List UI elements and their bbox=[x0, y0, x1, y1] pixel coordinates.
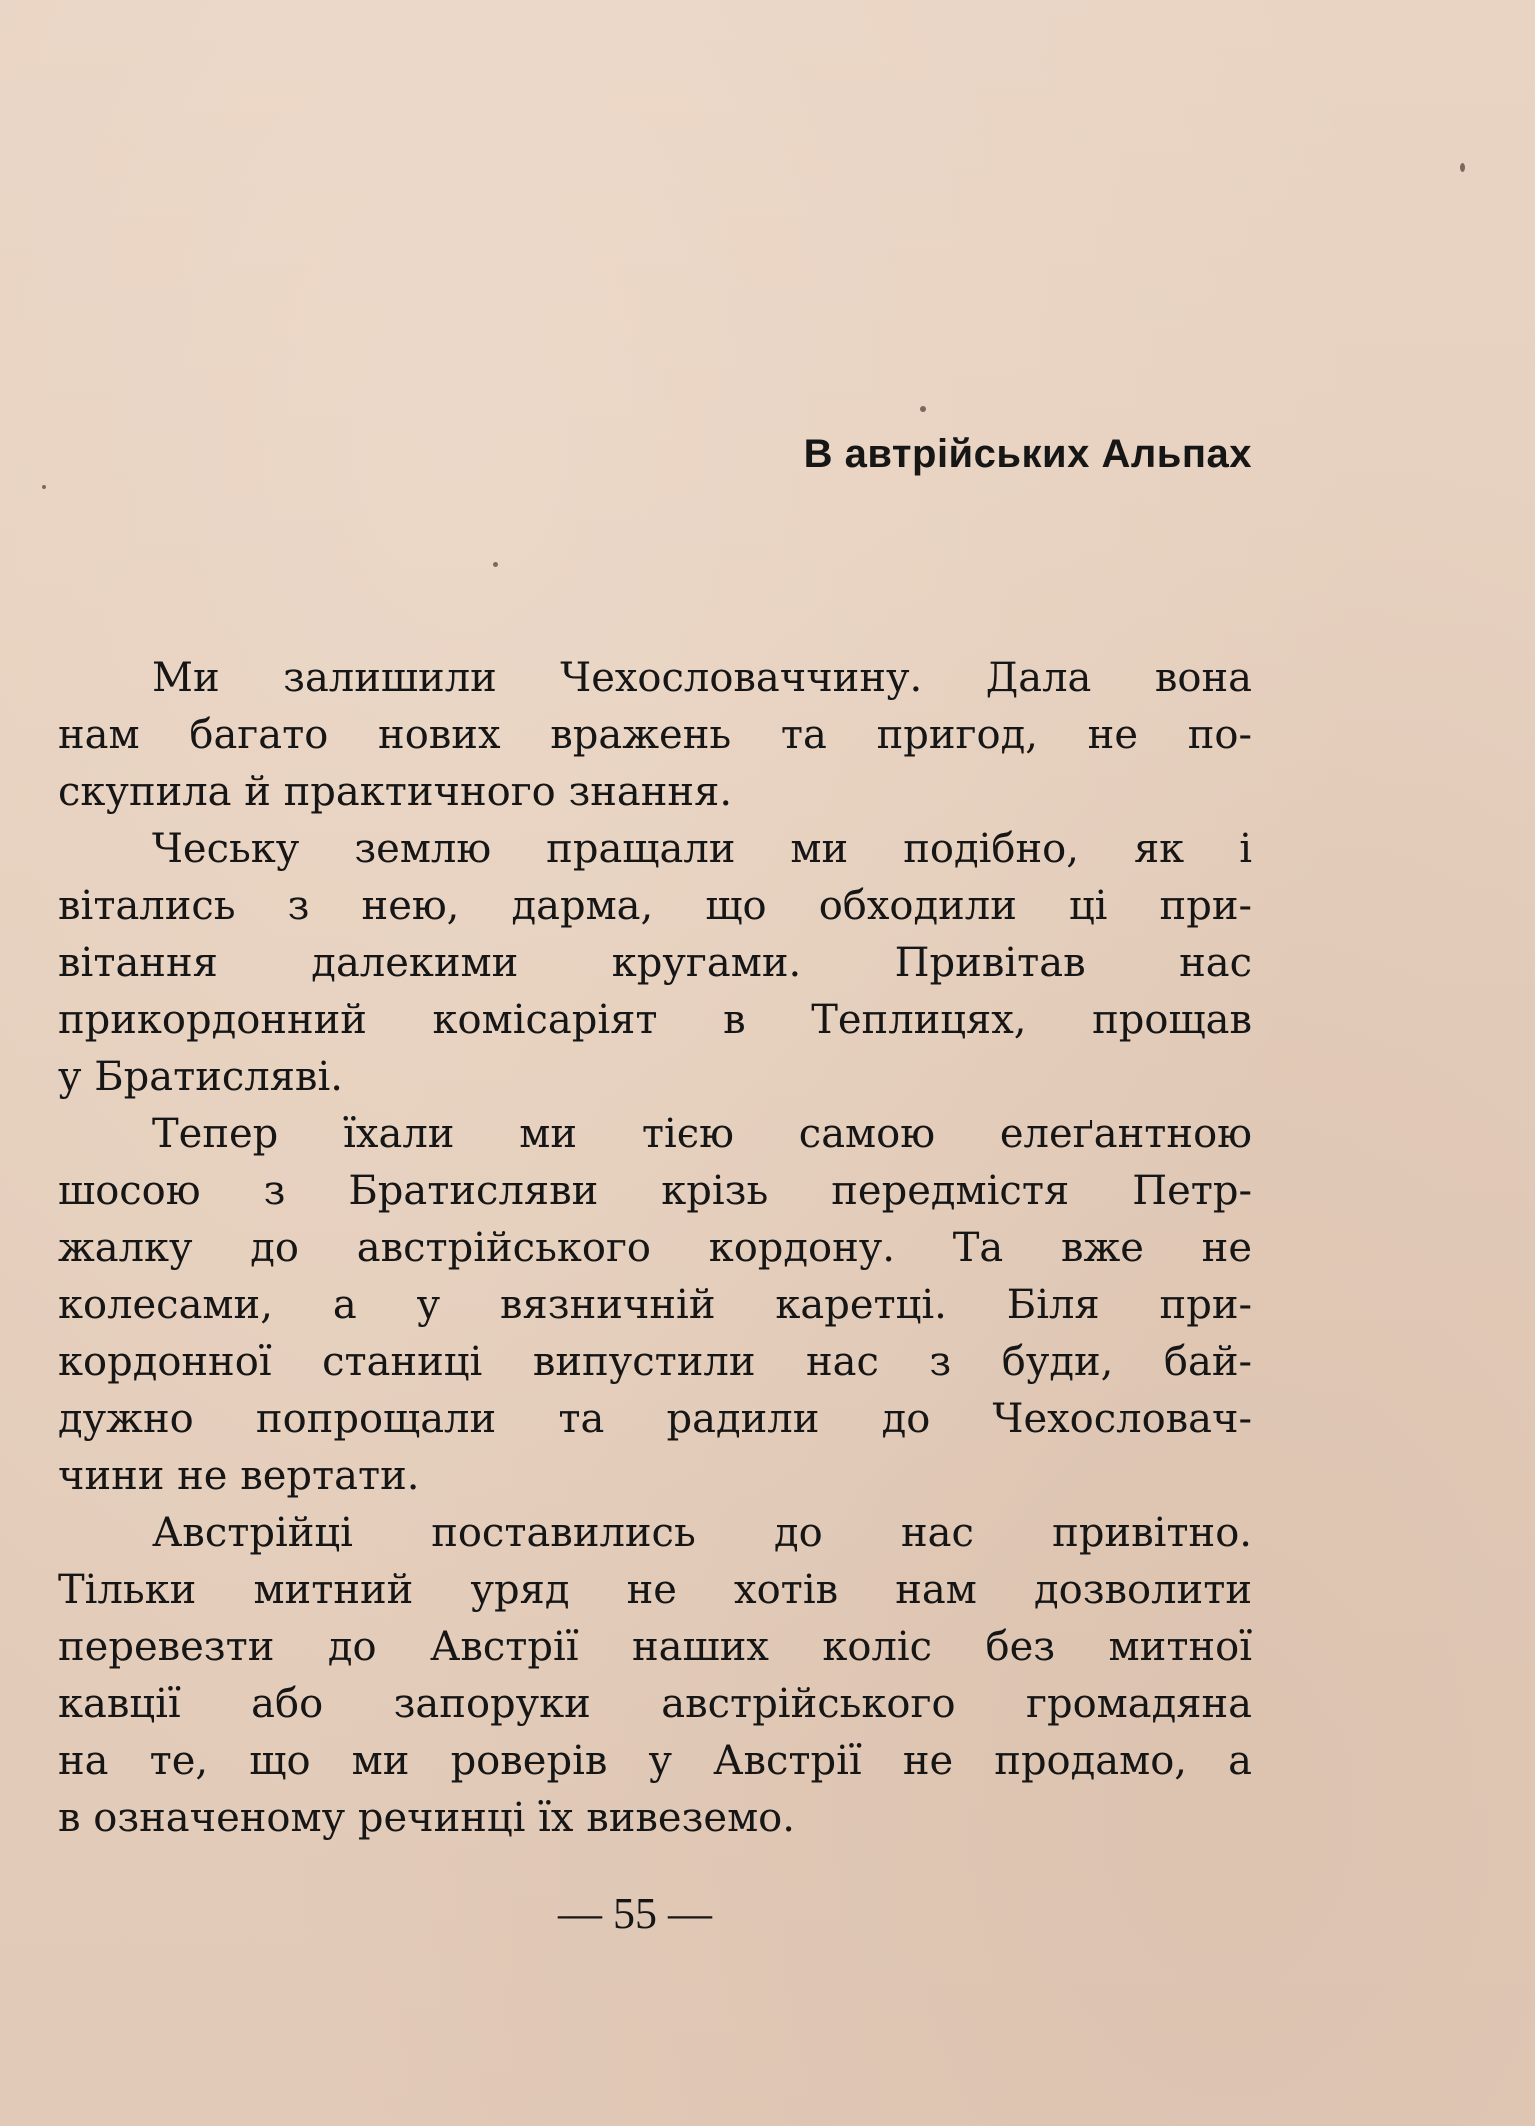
text-line: Тепер їхали ми тією самою елеґантною bbox=[152, 1111, 1252, 1157]
print-speck bbox=[42, 485, 46, 489]
text-line: вітання далекими кругами. Привітав нас bbox=[58, 940, 1252, 986]
text-line: чини не вертати. bbox=[58, 1453, 420, 1499]
text-line: шосою з Братисляви крізь передмістя Петр- bbox=[58, 1168, 1252, 1214]
body-text bbox=[58, 650, 1252, 1847]
text-line: кордонної станиці випустили нас з буди, бай- bbox=[58, 1339, 1252, 1385]
text-line: скупила й практичного знання. bbox=[58, 769, 733, 815]
text-line: нам багато нових вражень та пригод, не по- bbox=[58, 712, 1252, 758]
text-line: кавції або запоруки австрійського громадяна bbox=[58, 1681, 1252, 1727]
text-line: Ми залишили Чехословаччину. Дала вона bbox=[152, 655, 1252, 701]
paragraph bbox=[58, 821, 1252, 1106]
text-line: жалку до австрійського кордону. Та вже не bbox=[58, 1225, 1252, 1271]
text-line: у Братисляві. bbox=[58, 1054, 343, 1100]
text-line: дужно попрощали та радили до Чехословач- bbox=[58, 1396, 1252, 1442]
paragraph bbox=[58, 1505, 1252, 1847]
chapter-title: В автрійських Альпах bbox=[803, 432, 1252, 476]
text-line: на те, що ми роверів у Австрії не продамо, а bbox=[58, 1738, 1252, 1784]
text-line: перевезти до Австрії наших коліс без митної bbox=[58, 1624, 1252, 1670]
text-line: Тільки митний уряд не хотів нам дозволити bbox=[58, 1567, 1252, 1613]
print-speck bbox=[1460, 163, 1465, 172]
text-line: колесами, а у вязничній каретці. Біля при- bbox=[58, 1282, 1252, 1328]
text-line: Чеську землю пращали ми подібно, як і bbox=[152, 826, 1252, 872]
text-line: в означеному речинці їх вивеземо. bbox=[58, 1795, 795, 1841]
page-number: — 55 — bbox=[558, 1889, 712, 1938]
print-speck bbox=[493, 562, 498, 567]
print-speck bbox=[920, 406, 926, 412]
text-line: Австрійці поставились до нас привітно. bbox=[152, 1510, 1252, 1556]
text-line: прикордонний комісаріят в Теплицях, прощав bbox=[58, 997, 1252, 1043]
paragraph bbox=[58, 650, 1252, 821]
paragraph bbox=[58, 1106, 1252, 1505]
text-line: вітались з нею, дарма, що обходили ці при- bbox=[58, 883, 1252, 929]
